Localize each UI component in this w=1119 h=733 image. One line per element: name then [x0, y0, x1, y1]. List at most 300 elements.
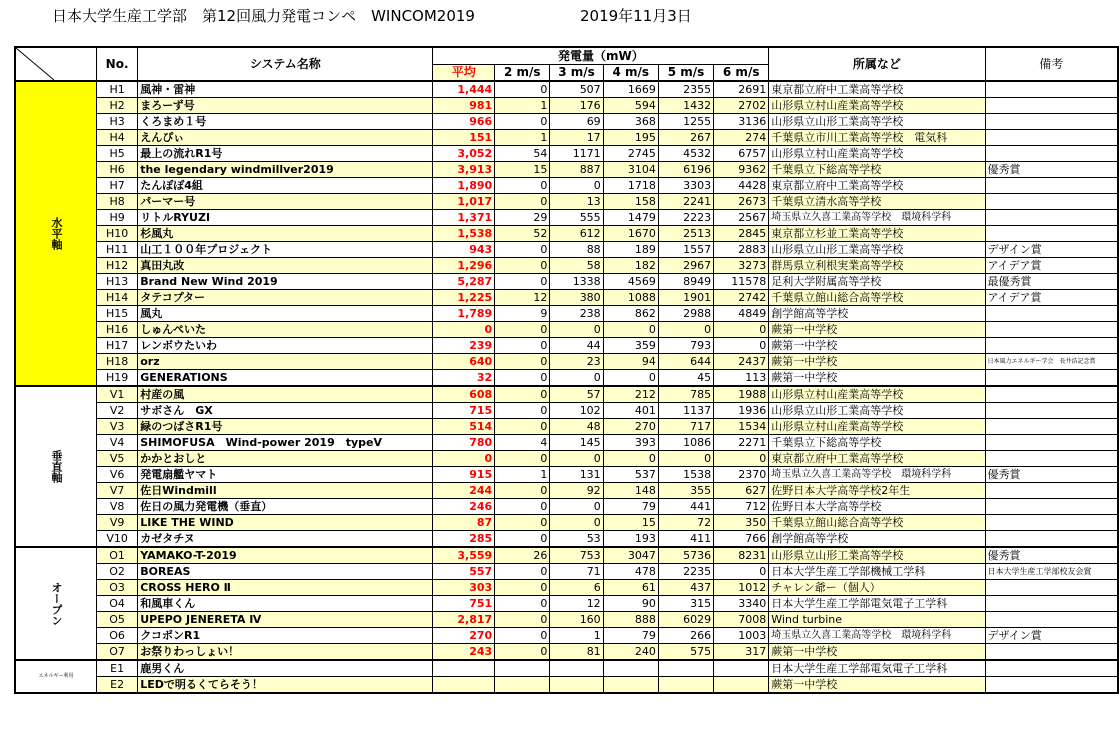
speed-value: 2702 — [714, 98, 769, 114]
speed-value: 2437 — [714, 354, 769, 370]
entry-no: H5 — [97, 146, 138, 162]
system-name: 風丸 — [138, 306, 433, 322]
speed-value: 555 — [550, 210, 603, 226]
speed-value: 2235 — [658, 564, 713, 580]
speed-value: 4569 — [603, 274, 658, 290]
average-value: 1,538 — [433, 226, 495, 242]
speed-value: 0 — [495, 370, 550, 387]
speed-value: 0 — [714, 451, 769, 467]
speed-value: 44 — [550, 338, 603, 354]
header-no: No. — [97, 47, 138, 81]
table-row — [15, 114, 1118, 130]
affiliation: 佐野日本大学高等学校 — [769, 499, 985, 515]
award-note — [985, 596, 1118, 612]
speed-value: 0 — [550, 499, 603, 515]
header-speed: 6 m/s — [714, 65, 769, 82]
speed-value: 1538 — [658, 467, 713, 483]
speed-value: 8949 — [658, 274, 713, 290]
speed-value: 5736 — [658, 547, 713, 564]
speed-value: 627 — [714, 483, 769, 499]
affiliation: 創学館高等学校 — [769, 306, 985, 322]
affiliation: 山形県立山形工業高等学校 — [769, 242, 985, 258]
affiliation: 千葉県立館山総合高等学校 — [769, 515, 985, 531]
table-row — [15, 306, 1118, 322]
affiliation: 蕨第一中学校 — [769, 354, 985, 370]
speed-value: 2370 — [714, 467, 769, 483]
speed-value: 90 — [603, 596, 658, 612]
speed-value: 0 — [714, 338, 769, 354]
average-value: 1,890 — [433, 178, 495, 194]
speed-value: 4849 — [714, 306, 769, 322]
speed-value: 0 — [603, 370, 658, 387]
table-row — [15, 644, 1118, 661]
system-name: GENERATIONS — [138, 370, 433, 387]
table-row — [15, 370, 1118, 387]
affiliation: 東京都立府中工業高等学校 — [769, 451, 985, 467]
speed-value: 1 — [550, 628, 603, 644]
speed-value: 0 — [495, 644, 550, 661]
affiliation: 東京都立府中工業高等学校 — [769, 178, 985, 194]
table-row — [15, 194, 1118, 210]
table-row — [15, 515, 1118, 531]
system-name: UPEPO JENERETA Ⅳ — [138, 612, 433, 628]
award-note — [985, 81, 1118, 98]
speed-value: 0 — [658, 322, 713, 338]
speed-value: 1086 — [658, 435, 713, 451]
speed-value: 1557 — [658, 242, 713, 258]
speed-value: 1171 — [550, 146, 603, 162]
page-date: 2019年11月3日 — [580, 7, 692, 25]
speed-value: 1012 — [714, 580, 769, 596]
system-name: 和風車くん — [138, 596, 433, 612]
speed-value: 0 — [495, 580, 550, 596]
entry-no: V5 — [97, 451, 138, 467]
speed-value: 13 — [550, 194, 603, 210]
affiliation: 千葉県立市川工業高等学校 電気科 — [769, 130, 985, 146]
speed-value: 53 — [550, 531, 603, 548]
speed-value: 3340 — [714, 596, 769, 612]
speed-value: 1670 — [603, 226, 658, 242]
award-note — [985, 499, 1118, 515]
average-value: 32 — [433, 370, 495, 387]
entry-no: H3 — [97, 114, 138, 130]
affiliation: 埼玉県立久喜工業高等学校 環境科学科 — [769, 628, 985, 644]
speed-value: 712 — [714, 499, 769, 515]
speed-value: 411 — [658, 531, 713, 548]
speed-value: 1988 — [714, 386, 769, 403]
speed-value: 1255 — [658, 114, 713, 130]
table-row — [15, 226, 1118, 242]
speed-value: 1479 — [603, 210, 658, 226]
average-value: 2,817 — [433, 612, 495, 628]
corner-cell — [15, 47, 97, 81]
average-value: 239 — [433, 338, 495, 354]
group-label: オープン — [15, 547, 97, 660]
average-value: 715 — [433, 403, 495, 419]
table-row — [15, 338, 1118, 354]
table-row — [15, 354, 1118, 370]
speed-value — [550, 677, 603, 694]
speed-value: 1 — [495, 98, 550, 114]
speed-value: 368 — [603, 114, 658, 130]
average-value: 557 — [433, 564, 495, 580]
speed-value: 4532 — [658, 146, 713, 162]
affiliation: 足利大学附属高等学校 — [769, 274, 985, 290]
average-value — [433, 677, 495, 694]
system-name: the legendary windmillver2019 — [138, 162, 433, 178]
system-name: かかとおしと — [138, 451, 433, 467]
award-note: アイデア賞 — [985, 290, 1118, 306]
system-name: 緑のつばさR1号 — [138, 419, 433, 435]
speed-value: 437 — [658, 580, 713, 596]
award-note — [985, 580, 1118, 596]
average-value: 1,225 — [433, 290, 495, 306]
table-row — [15, 499, 1118, 515]
award-note — [985, 178, 1118, 194]
system-name: 山工１００年プロジェクト — [138, 242, 433, 258]
affiliation: 山形県立村山産業高等学校 — [769, 386, 985, 403]
speed-value: 441 — [658, 499, 713, 515]
speed-value: 0 — [495, 178, 550, 194]
table-row — [15, 242, 1118, 258]
award-note: アイデア賞 — [985, 258, 1118, 274]
speed-value: 48 — [550, 419, 603, 435]
award-note — [985, 403, 1118, 419]
award-note — [985, 677, 1118, 694]
entry-no: H1 — [97, 81, 138, 98]
average-value: 151 — [433, 130, 495, 146]
average-value: 246 — [433, 499, 495, 515]
entry-no: V7 — [97, 483, 138, 499]
average-value: 751 — [433, 596, 495, 612]
speed-value: 0 — [550, 370, 603, 387]
entry-no: O1 — [97, 547, 138, 564]
affiliation: 創学館高等学校 — [769, 531, 985, 548]
average-value: 640 — [433, 354, 495, 370]
award-note — [985, 226, 1118, 242]
affiliation: 東京都立杉並工業高等学校 — [769, 226, 985, 242]
award-note — [985, 644, 1118, 661]
affiliation: 山形県立山形工業高等学校 — [769, 114, 985, 130]
speed-value: 1137 — [658, 403, 713, 419]
affiliation: 千葉県立館山総合高等学校 — [769, 290, 985, 306]
entry-no: V3 — [97, 419, 138, 435]
speed-value: 2241 — [658, 194, 713, 210]
speed-value — [658, 660, 713, 677]
speed-value: 1936 — [714, 403, 769, 419]
speed-value: 12 — [550, 596, 603, 612]
speed-value: 0 — [495, 114, 550, 130]
award-note — [985, 114, 1118, 130]
average-value: 0 — [433, 451, 495, 467]
speed-value: 52 — [495, 226, 550, 242]
group-label: 垂直軸 — [15, 386, 97, 547]
speed-value: 2745 — [603, 146, 658, 162]
table-row — [15, 451, 1118, 467]
speed-value: 54 — [495, 146, 550, 162]
speed-value: 2883 — [714, 242, 769, 258]
award-note — [985, 370, 1118, 387]
speed-value: 29 — [495, 210, 550, 226]
results-table — [14, 46, 1119, 694]
speed-value: 1338 — [550, 274, 603, 290]
system-name: BOREAS — [138, 564, 433, 580]
speed-value: 61 — [603, 580, 658, 596]
speed-value: 393 — [603, 435, 658, 451]
speed-value: 0 — [495, 451, 550, 467]
speed-value: 7008 — [714, 612, 769, 628]
table-row — [15, 322, 1118, 338]
average-value: 943 — [433, 242, 495, 258]
speed-value: 189 — [603, 242, 658, 258]
speed-value: 793 — [658, 338, 713, 354]
speed-value: 3273 — [714, 258, 769, 274]
affiliation: Wind turbine — [769, 612, 985, 628]
speed-value: 158 — [603, 194, 658, 210]
affiliation: 山形県立山形工業高等学校 — [769, 547, 985, 564]
system-name: 風神・雷神 — [138, 81, 433, 98]
table-row — [15, 564, 1118, 580]
speed-value: 12 — [495, 290, 550, 306]
speed-value: 8231 — [714, 547, 769, 564]
speed-value: 0 — [495, 258, 550, 274]
speed-value: 0 — [658, 451, 713, 467]
system-name: まろーず号 — [138, 98, 433, 114]
system-name: タテコプター — [138, 290, 433, 306]
speed-value: 355 — [658, 483, 713, 499]
speed-value: 270 — [603, 419, 658, 435]
speed-value: 266 — [658, 628, 713, 644]
award-note: デザイン賞 — [985, 628, 1118, 644]
speed-value: 0 — [495, 403, 550, 419]
speed-value: 58 — [550, 258, 603, 274]
speed-value — [658, 677, 713, 694]
speed-value: 0 — [714, 564, 769, 580]
award-note: デザイン賞 — [985, 242, 1118, 258]
affiliation: 日本大学生産工学部機械工学科 — [769, 564, 985, 580]
entry-no: O7 — [97, 644, 138, 661]
entry-no: V10 — [97, 531, 138, 548]
speed-value: 1718 — [603, 178, 658, 194]
affiliation: 蕨第一中学校 — [769, 322, 985, 338]
table-row — [15, 596, 1118, 612]
entry-no: H14 — [97, 290, 138, 306]
speed-value: 478 — [603, 564, 658, 580]
table-row — [15, 547, 1118, 564]
entry-no: H9 — [97, 210, 138, 226]
speed-value: 45 — [658, 370, 713, 387]
average-value: 966 — [433, 114, 495, 130]
speed-value: 23 — [550, 354, 603, 370]
system-name: パーマー号 — [138, 194, 433, 210]
speed-value: 145 — [550, 435, 603, 451]
average-value: 3,052 — [433, 146, 495, 162]
speed-value: 182 — [603, 258, 658, 274]
entry-no: H7 — [97, 178, 138, 194]
average-value — [433, 660, 495, 677]
average-value: 1,371 — [433, 210, 495, 226]
speed-value: 88 — [550, 242, 603, 258]
speed-value: 537 — [603, 467, 658, 483]
speed-value: 1669 — [603, 81, 658, 98]
system-name: LIKE THE WIND — [138, 515, 433, 531]
speed-value: 4428 — [714, 178, 769, 194]
speed-value: 0 — [714, 322, 769, 338]
table-row — [15, 162, 1118, 178]
average-value: 87 — [433, 515, 495, 531]
speed-value: 72 — [658, 515, 713, 531]
speed-value: 0 — [495, 612, 550, 628]
speed-value: 2988 — [658, 306, 713, 322]
average-value: 981 — [433, 98, 495, 114]
speed-value: 113 — [714, 370, 769, 387]
speed-value: 785 — [658, 386, 713, 403]
award-note — [985, 322, 1118, 338]
system-name: たんぽぽ4組 — [138, 178, 433, 194]
table-row — [15, 531, 1118, 548]
speed-value: 2673 — [714, 194, 769, 210]
speed-value: 717 — [658, 419, 713, 435]
table-row — [15, 274, 1118, 290]
affiliation: 埼玉県立久喜工業高等学校 環境科学科 — [769, 210, 985, 226]
entry-no: H6 — [97, 162, 138, 178]
award-note: 優秀賞 — [985, 547, 1118, 564]
affiliation: 千葉県立下総高等学校 — [769, 435, 985, 451]
average-value: 915 — [433, 467, 495, 483]
award-note — [985, 210, 1118, 226]
speed-value: 3104 — [603, 162, 658, 178]
speed-value: 766 — [714, 531, 769, 548]
speed-value: 193 — [603, 531, 658, 548]
table-row — [15, 98, 1118, 114]
system-name: orz — [138, 354, 433, 370]
speed-value: 9 — [495, 306, 550, 322]
speed-value: 0 — [495, 499, 550, 515]
speed-value: 238 — [550, 306, 603, 322]
table-row — [15, 146, 1118, 162]
header-notes: 備考 — [985, 47, 1118, 81]
system-name: CROSS HERO Ⅱ — [138, 580, 433, 596]
entry-no: V8 — [97, 499, 138, 515]
header-speed: 5 m/s — [658, 65, 713, 82]
award-note — [985, 531, 1118, 548]
system-name: 真田丸改 — [138, 258, 433, 274]
affiliation: 山形県立山形工業高等学校 — [769, 403, 985, 419]
speed-value — [714, 660, 769, 677]
affiliation: 埼玉県立久喜工業高等学校 環境科学科 — [769, 467, 985, 483]
speed-value: 0 — [495, 628, 550, 644]
speed-value: 0 — [495, 483, 550, 499]
affiliation: 群馬県立利根実業高等学校 — [769, 258, 985, 274]
speed-value: 6757 — [714, 146, 769, 162]
speed-value: 15 — [603, 515, 658, 531]
speed-value: 401 — [603, 403, 658, 419]
speed-value: 0 — [550, 451, 603, 467]
entry-no: E2 — [97, 677, 138, 694]
header-power: 発電量（mW） — [433, 47, 769, 65]
entry-no: H19 — [97, 370, 138, 387]
average-value: 514 — [433, 419, 495, 435]
speed-value: 1534 — [714, 419, 769, 435]
speed-value: 0 — [495, 81, 550, 98]
entry-no: H2 — [97, 98, 138, 114]
system-name: Brand New Wind 2019 — [138, 274, 433, 290]
affiliation: 千葉県立下総高等学校 — [769, 162, 985, 178]
speed-value: 0 — [495, 242, 550, 258]
speed-value: 148 — [603, 483, 658, 499]
table-row — [15, 467, 1118, 483]
average-value: 5,287 — [433, 274, 495, 290]
table-row — [15, 258, 1118, 274]
speed-value: 1901 — [658, 290, 713, 306]
award-note: 日本大学生産工学部校友会賞 — [985, 564, 1118, 580]
entry-no: V2 — [97, 403, 138, 419]
award-note — [985, 338, 1118, 354]
speed-value: 57 — [550, 386, 603, 403]
system-name: レンボウたいわ — [138, 338, 433, 354]
speed-value: 594 — [603, 98, 658, 114]
speed-value: 195 — [603, 130, 658, 146]
page-title: 日本大学生産工学部 第12回風力発電コンペ WINCOM2019 — [52, 7, 475, 25]
average-value: 244 — [433, 483, 495, 499]
system-name: 佐日Windmill — [138, 483, 433, 499]
speed-value: 0 — [495, 531, 550, 548]
speed-value: 176 — [550, 98, 603, 114]
group-label: エネルギー利用 — [15, 660, 97, 693]
average-value: 3,913 — [433, 162, 495, 178]
entry-no: O4 — [97, 596, 138, 612]
speed-value: 0 — [495, 338, 550, 354]
speed-value: 2513 — [658, 226, 713, 242]
entry-no: H17 — [97, 338, 138, 354]
average-value: 780 — [433, 435, 495, 451]
speed-value: 1 — [495, 130, 550, 146]
speed-value: 887 — [550, 162, 603, 178]
entry-no: H15 — [97, 306, 138, 322]
system-name: カゼタチヌ — [138, 531, 433, 548]
header-speed: 2 m/s — [495, 65, 550, 82]
header-avg: 平均 — [433, 65, 495, 82]
speed-value — [495, 677, 550, 694]
award-note: 日本風力エネルギー学会 長井浩記念賞 — [985, 354, 1118, 370]
system-name: 鹿男くん — [138, 660, 433, 677]
speed-value: 79 — [603, 499, 658, 515]
entry-no: V1 — [97, 386, 138, 403]
speed-value: 2967 — [658, 258, 713, 274]
table-row — [15, 403, 1118, 419]
speed-value — [714, 677, 769, 694]
award-note — [985, 146, 1118, 162]
speed-value: 0 — [495, 386, 550, 403]
speed-value: 1 — [495, 467, 550, 483]
table-row — [15, 130, 1118, 146]
award-note — [985, 483, 1118, 499]
speed-value: 2742 — [714, 290, 769, 306]
award-note — [985, 130, 1118, 146]
system-name: 村産の風 — [138, 386, 433, 403]
table-row — [15, 435, 1118, 451]
award-note — [985, 194, 1118, 210]
speed-value: 81 — [550, 644, 603, 661]
entry-no: H10 — [97, 226, 138, 242]
speed-value — [550, 660, 603, 677]
entry-no: E1 — [97, 660, 138, 677]
speed-value: 753 — [550, 547, 603, 564]
affiliation: 蕨第一中学校 — [769, 677, 985, 694]
speed-value: 2355 — [658, 81, 713, 98]
affiliation: 佐野日本大学高等学校2年生 — [769, 483, 985, 499]
system-name: 佐日の風力発電機（垂直） — [138, 499, 433, 515]
